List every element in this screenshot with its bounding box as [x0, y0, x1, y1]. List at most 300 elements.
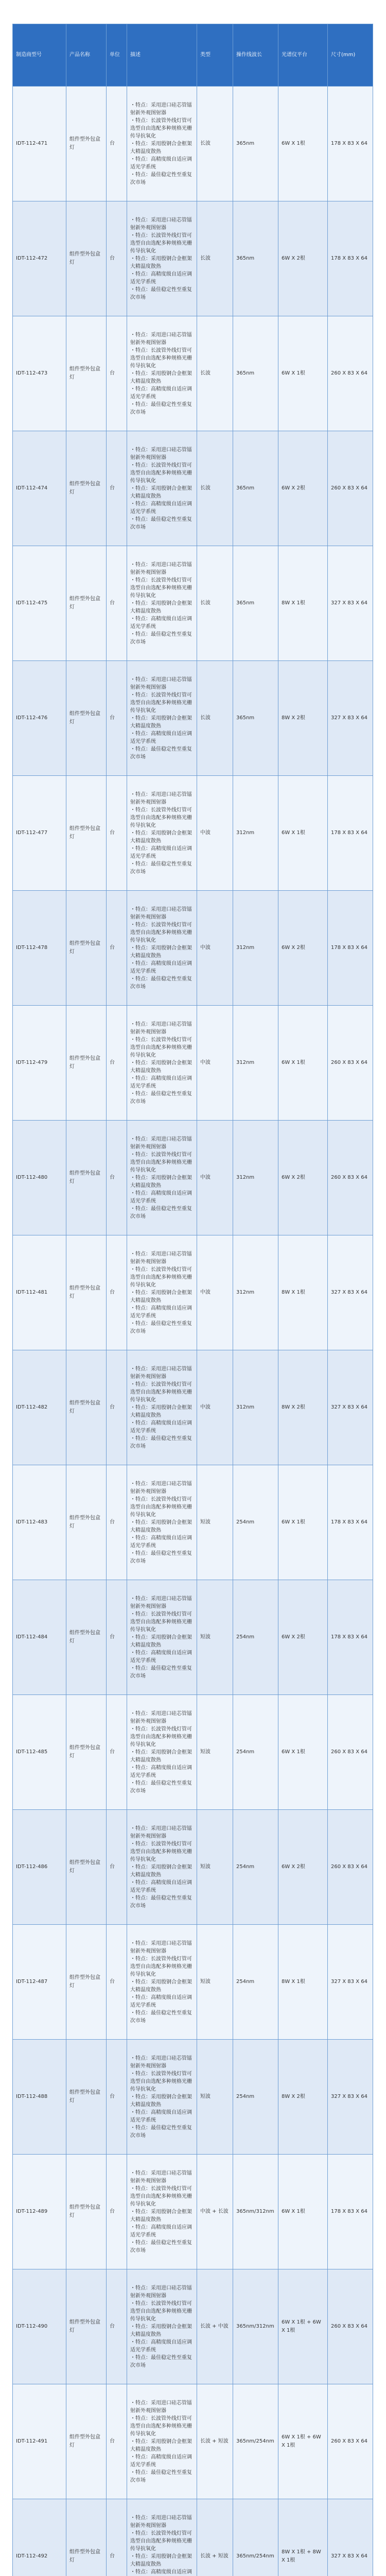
cell-type: 长波 + 短波 [197, 2384, 233, 2499]
cell-wavelength: 254nm [233, 1695, 278, 1810]
description-line: ・特点：采用进口硅芯管镭射新外观图射器 [130, 1481, 192, 1495]
description-line: ・特点：采用进口硅芯管镭射新外观图射器 [130, 2285, 192, 2299]
description-line: ・特点：采用殷钢合金框架大精温度散热 [130, 830, 192, 844]
description-line: ・特点：最佳稳定性至重复次市场 [130, 286, 192, 300]
description-line: ・特点：高精度级自适应调适光学系统 [130, 1879, 192, 1893]
cell-name: 组件型外包盒灯 [66, 1580, 107, 1695]
description-line: ・特点：采用进口硅芯管镭射新外观图射器 [130, 676, 192, 690]
cell-unit: 台 [107, 1465, 127, 1580]
description-line: ・特点：高精度级自适应调适光学系统 [130, 2109, 192, 2123]
cell-unit: 台 [107, 1121, 127, 1235]
cell-description [127, 1580, 197, 1695]
description-line: ・特点：最佳稳定性至重复次市场 [130, 2240, 192, 2253]
cell-size: 260 X 83 X 64 [328, 1695, 373, 1810]
description-line: ・特点：采用殷钢合金框架大精温度散热 [130, 1979, 192, 1993]
cell-platform: 6W X 1根 [278, 2155, 328, 2269]
cell-model: IDT-112-474 [13, 431, 66, 546]
cell-model: IDT-112-486 [13, 1810, 66, 1925]
description-line: ・特点：长波管外线灯管可选型自由选配多种规格光栅传导抗氧化 [130, 2300, 192, 2322]
cell-platform: 6W X 2根 [278, 1121, 328, 1235]
description-line: ・特点：采用进口硅芯管镭射新外观图射器 [130, 1710, 192, 1724]
description-line: ・特点：长波管外线灯管可选型自由选配多种规格光栅传导抗氧化 [130, 922, 192, 943]
description-line: ・特点：高精度级自适应调适光学系统 [130, 386, 192, 400]
description-line: ・特点：采用殷钢合金框架大精温度散热 [130, 1060, 192, 1074]
description-line: ・特点：最佳稳定性至重复次市场 [130, 172, 192, 185]
header-wavelength: 操作线波长 [233, 24, 278, 87]
description-line: ・特点：采用进口硅芯管镭射新外观图射器 [130, 2055, 192, 2069]
description-line: ・特点：采用殷钢合金框架大精温度散热 [130, 2094, 192, 2108]
description-line: ・特点：最佳稳定性至重复次市场 [130, 1320, 192, 1334]
cell-platform: 6W X 2根 [278, 201, 328, 316]
cell-type: 短波 [197, 1810, 233, 1925]
cell-unit: 台 [107, 1810, 127, 1925]
cell-description [127, 1350, 197, 1465]
description-line: ・特点：长波管外线灯管可选型自由选配多种规格光栅传导抗氧化 [130, 1726, 192, 1748]
description-line: ・特点：采用殷钢合金框架大精温度散热 [130, 945, 192, 959]
cell-size: 260 X 83 X 64 [328, 1006, 373, 1121]
cell-description [127, 1695, 197, 1810]
cell-unit: 台 [107, 2155, 127, 2269]
cell-name: 组件型外包盒灯 [66, 2155, 107, 2269]
header-product-name: 产品名称 [66, 24, 107, 87]
cell-size: 260 X 83 X 64 [328, 316, 373, 431]
cell-name: 组件型外包盒灯 [66, 1925, 107, 2040]
cell-size: 260 X 83 X 64 [328, 1810, 373, 1925]
cell-wavelength: 312nm [233, 1235, 278, 1350]
description-line: ・特点：最佳稳定性至重复次市场 [130, 2469, 192, 2483]
cell-wavelength: 254nm [233, 1925, 278, 2040]
cell-model: IDT-112-485 [13, 1695, 66, 1810]
description-line: ・特点：长波管外线灯管可选型自由选配多种规格光栅传导抗氧化 [130, 1151, 192, 1173]
table-row [13, 1350, 373, 1465]
cell-description [127, 316, 197, 431]
cell-description [127, 1810, 197, 1925]
cell-name: 组件型外包盒灯 [66, 1810, 107, 1925]
cell-model: IDT-112-478 [13, 891, 66, 1006]
cell-type: 短波 [197, 1695, 233, 1810]
cell-unit: 台 [107, 661, 127, 776]
description-line: ・特点：采用进口硅芯管镭射新外观图射器 [130, 102, 192, 116]
description-line: ・特点：最佳稳定性至重复次市场 [130, 1895, 192, 1909]
description-line: ・特点：长波管外线灯管可选型自由选配多种规格光栅传导抗氧化 [130, 117, 192, 139]
cell-unit: 台 [107, 2384, 127, 2499]
description-line: ・特点：最佳稳定性至重复次市场 [130, 401, 192, 415]
cell-wavelength: 254nm [233, 2040, 278, 2155]
cell-wavelength: 365nm [233, 546, 278, 661]
description-line: ・特点：采用殷钢合金框架大精温度散热 [130, 1634, 192, 1648]
cell-type: 长波 [197, 87, 233, 201]
description-line: ・特点：采用殷钢合金框架大精温度散热 [130, 2553, 192, 2567]
table-row [13, 1695, 373, 1810]
cell-name: 组件型外包盒灯 [66, 1006, 107, 1121]
description-line: ・特点：采用殷钢合金框架大精温度散热 [130, 485, 192, 499]
cell-name: 组件型外包盒灯 [66, 546, 107, 661]
cell-model: IDT-112-472 [13, 201, 66, 316]
table-row [13, 546, 373, 661]
product-spec-table [12, 24, 373, 2576]
description-line: ・特点：采用殷钢合金框架大精温度散热 [130, 1864, 192, 1878]
cell-description [127, 2155, 197, 2269]
description-line: ・特点：采用殷钢合金框架大精温度散热 [130, 256, 192, 269]
description-line: ・特点：采用殷钢合金框架大精温度散热 [130, 2438, 192, 2452]
table-header-row [13, 24, 373, 87]
description-line: ・特点：采用进口硅芯管镭射新外观图射器 [130, 447, 192, 461]
cell-description [127, 1235, 197, 1350]
cell-size: 327 X 83 X 64 [328, 1350, 373, 1465]
description-line: ・特点：长波管外线灯管可选型自由选配多种规格光栅传导抗氧化 [130, 1496, 192, 1518]
cell-model: IDT-112-479 [13, 1006, 66, 1121]
cell-unit: 台 [107, 776, 127, 891]
description-line: ・特点：高精度级自适应调适光学系统 [130, 1305, 192, 1319]
table-row [13, 1580, 373, 1695]
cell-platform: 6W X 1根 + 6W X 1根 [278, 2384, 328, 2499]
table-row [13, 2269, 373, 2384]
description-line: ・特点：采用进口硅芯管镭射新外观图射器 [130, 217, 192, 231]
cell-wavelength: 365nm/312nm [233, 2155, 278, 2269]
cell-wavelength: 365nm [233, 201, 278, 316]
description-line: ・特点：长波管外线灯管可选型自由选配多种规格光栅传导抗氧化 [130, 2185, 192, 2207]
cell-model: IDT-112-481 [13, 1235, 66, 1350]
cell-name: 组件型外包盒灯 [66, 87, 107, 201]
description-line: ・特点：高精度级自适应调适光学系统 [130, 2224, 192, 2238]
table-row [13, 316, 373, 431]
description-line: ・特点：最佳稳定性至重复次市场 [130, 1550, 192, 1564]
cell-name: 组件型外包盒灯 [66, 1235, 107, 1350]
cell-name: 组件型外包盒灯 [66, 1695, 107, 1810]
description-line: ・特点：采用殷钢合金框架大精温度散热 [130, 2209, 192, 2223]
cell-description [127, 2040, 197, 2155]
description-line: ・特点：采用殷钢合金框架大精温度散热 [130, 600, 192, 614]
cell-description [127, 2499, 197, 2576]
description-line: ・特点：长波管外线灯管可选型自由选配多种规格光栅传导抗氧化 [130, 347, 192, 369]
cell-platform: 6W X 1根 + 6W X 1根 [278, 2269, 328, 2384]
cell-description [127, 546, 197, 661]
description-line: ・特点：最佳稳定性至重复次市场 [130, 1435, 192, 1449]
cell-model: IDT-112-477 [13, 776, 66, 891]
table-row [13, 1121, 373, 1235]
description-line: ・特点：最佳稳定性至重复次市场 [130, 1206, 192, 1219]
header-platform: 光谱仪平台 [278, 24, 328, 87]
cell-name: 组件型外包盒灯 [66, 2269, 107, 2384]
description-line: ・特点：高精度级自适应调适光学系统 [130, 960, 192, 974]
description-line: ・特点：长波管外线灯管可选型自由选配多种规格光栅传导抗氧化 [130, 1956, 192, 1977]
cell-platform: 8W X 1根 [278, 1925, 328, 2040]
description-line: ・特点：采用进口硅芯管镭射新外观图射器 [130, 1940, 192, 1954]
cell-model: IDT-112-491 [13, 2384, 66, 2499]
cell-model: IDT-112-482 [13, 1350, 66, 1465]
description-line: ・特点：采用进口硅芯管镭射新外观图射器 [130, 1136, 192, 1150]
description-line: ・特点：高精度级自适应调 [130, 2569, 192, 2575]
cell-size: 327 X 83 X 64 [328, 661, 373, 776]
cell-unit: 台 [107, 1695, 127, 1810]
cell-unit: 台 [107, 431, 127, 546]
description-line: ・特点：高精度级自适应调适光学系统 [130, 1075, 192, 1089]
cell-model: IDT-112-490 [13, 2269, 66, 2384]
cell-wavelength: 312nm [233, 776, 278, 891]
cell-size: 178 X 83 X 64 [328, 1465, 373, 1580]
cell-model: IDT-112-483 [13, 1465, 66, 1580]
description-line: ・特点：采用进口硅芯管镭射新外观图射器 [130, 2170, 192, 2184]
cell-wavelength: 254nm [233, 1810, 278, 1925]
cell-platform: 8W X 2根 [278, 661, 328, 776]
description-line: ・特点：高精度级自适应调适光学系统 [130, 1650, 192, 1664]
description-line: ・特点：高精度级自适应调适光学系统 [130, 1535, 192, 1549]
table-row [13, 1465, 373, 1580]
cell-name: 组件型外包盒灯 [66, 1465, 107, 1580]
header-description: 描述 [127, 24, 197, 87]
cell-type: 长波 [197, 546, 233, 661]
cell-model: IDT-112-471 [13, 87, 66, 201]
cell-description [127, 1121, 197, 1235]
header-model: 制造商型号 [13, 24, 66, 87]
description-line: ・特点：长波管外线灯管可选型自由选配多种规格光栅传导抗氧化 [130, 1266, 192, 1288]
cell-platform: 8W X 1根 [278, 546, 328, 661]
cell-wavelength: 365nm/254nm [233, 2384, 278, 2499]
cell-description [127, 2384, 197, 2499]
cell-name: 组件型外包盒灯 [66, 431, 107, 546]
cell-wavelength: 254nm [233, 1465, 278, 1580]
cell-platform: 8W X 1根 + 8W X 1根 [278, 2499, 328, 2576]
cell-wavelength: 312nm [233, 1121, 278, 1235]
description-line: ・特点：高精度级自适应调适光学系统 [130, 845, 192, 859]
cell-name: 组件型外包盒灯 [66, 2499, 107, 2576]
cell-platform: 6W X 1根 [278, 1695, 328, 1810]
cell-type: 中波 [197, 1121, 233, 1235]
cell-description [127, 87, 197, 201]
header-type: 类型 [197, 24, 233, 87]
table-row [13, 891, 373, 1006]
description-line: ・特点：最佳稳定性至重复次市场 [130, 976, 192, 990]
cell-unit: 台 [107, 201, 127, 316]
cell-name: 组件型外包盒灯 [66, 1350, 107, 1465]
cell-name: 组件型外包盒灯 [66, 201, 107, 316]
description-line: ・特点：最佳稳定性至重复次市场 [130, 1780, 192, 1794]
table-row [13, 431, 373, 546]
description-line: ・特点：采用殷钢合金框架大精温度散热 [130, 1175, 192, 1189]
cell-unit: 台 [107, 891, 127, 1006]
cell-model: IDT-112-488 [13, 2040, 66, 2155]
cell-type: 短波 [197, 1925, 233, 2040]
table-row [13, 87, 373, 201]
cell-unit: 台 [107, 546, 127, 661]
cell-size: 327 X 83 X 64 [328, 2499, 373, 2576]
header-unit: 单位 [107, 24, 127, 87]
description-line: ・特点：长波管外线灯管可选型自由选配多种规格光栅传导抗氧化 [130, 1611, 192, 1633]
cell-model: IDT-112-476 [13, 661, 66, 776]
description-line: ・特点：采用殷钢合金框架大精温度散热 [130, 1749, 192, 1763]
description-line: ・特点：采用殷钢合金框架大精温度散热 [130, 141, 192, 155]
description-line: ・特点：采用殷钢合金框架大精温度散热 [130, 2324, 192, 2337]
cell-name: 组件型外包盒灯 [66, 891, 107, 1006]
cell-unit: 台 [107, 2269, 127, 2384]
cell-model: IDT-112-487 [13, 1925, 66, 2040]
description-line: ・特点：高精度级自适应调适光学系统 [130, 1994, 192, 2008]
cell-unit: 台 [107, 1235, 127, 1350]
cell-type: 短波 [197, 1465, 233, 1580]
description-line: ・特点：最佳稳定性至重复次市场 [130, 1091, 192, 1105]
cell-unit: 台 [107, 2499, 127, 2576]
cell-description [127, 2269, 197, 2384]
cell-type: 中波 [197, 1350, 233, 1465]
description-line: ・特点：采用殷钢合金框架大精温度散热 [130, 370, 192, 384]
cell-model: IDT-112-480 [13, 1121, 66, 1235]
cell-unit: 台 [107, 1350, 127, 1465]
header-size: 尺寸(mm) [328, 24, 373, 87]
cell-size: 327 X 83 X 64 [328, 1235, 373, 1350]
table-row [13, 2155, 373, 2269]
table-row [13, 776, 373, 891]
description-line: ・特点：采用进口硅芯管镭射新外观图射器 [130, 906, 192, 920]
description-line: ・特点：采用殷钢合金框架大精温度散热 [130, 1404, 192, 1418]
description-line: ・特点：高精度级自适应调适光学系统 [130, 616, 192, 630]
cell-unit: 台 [107, 1925, 127, 2040]
description-line: ・特点：最佳稳定性至重复次市场 [130, 2010, 192, 2024]
cell-name: 组件型外包盒灯 [66, 776, 107, 891]
cell-platform: 6W X 2根 [278, 431, 328, 546]
cell-unit: 台 [107, 1580, 127, 1695]
cell-type: 长波 [197, 661, 233, 776]
cell-name: 组件型外包盒灯 [66, 2384, 107, 2499]
cell-wavelength: 365nm [233, 87, 278, 201]
cell-unit: 台 [107, 1006, 127, 1121]
description-line: ・特点：采用进口硅芯管镭射新外观图射器 [130, 1596, 192, 1609]
description-line: ・特点：最佳稳定性至重复次市场 [130, 2354, 192, 2368]
description-line: ・特点：采用进口硅芯管镭射新外观图射器 [130, 332, 192, 346]
description-line: ・特点：长波管外线灯管可选型自由选配多种规格光栅传导抗氧化 [130, 2071, 192, 2092]
cell-model: IDT-112-475 [13, 546, 66, 661]
description-line: ・特点：采用殷钢合金框架大精温度散热 [130, 1519, 192, 1533]
cell-description [127, 201, 197, 316]
description-line: ・特点：长波管外线灯管可选型自由选配多种规格光栅传导抗氧化 [130, 1841, 192, 1862]
cell-description [127, 776, 197, 891]
cell-wavelength: 365nm [233, 661, 278, 776]
cell-platform: 8W X 1根 [278, 1235, 328, 1350]
cell-type: 长波 + 短波 [197, 2499, 233, 2576]
cell-size: 260 X 83 X 64 [328, 1121, 373, 1235]
description-line: ・特点：采用进口硅芯管镭射新外观图射器 [130, 562, 192, 575]
description-line: ・特点：采用进口硅芯管镭射新外观图射器 [130, 1366, 192, 1380]
description-line: ・特点：高精度级自适应调适光学系统 [130, 271, 192, 285]
cell-type: 中波 [197, 1235, 233, 1350]
cell-model: IDT-112-473 [13, 316, 66, 431]
cell-platform: 6W X 1根 [278, 87, 328, 201]
cell-description [127, 1465, 197, 1580]
cell-name: 组件型外包盒灯 [66, 661, 107, 776]
description-line: ・特点：最佳稳定性至重复次市场 [130, 746, 192, 760]
description-line: ・特点：长波管外线灯管可选型自由选配多种规格光栅传导抗氧化 [130, 1037, 192, 1058]
description-line: ・特点：采用进口硅芯管镭射新外观图射器 [130, 1825, 192, 1839]
cell-type: 长波 [197, 431, 233, 546]
description-line: ・特点：高精度级自适应调适光学系统 [130, 501, 192, 515]
cell-size: 178 X 83 X 64 [328, 201, 373, 316]
cell-platform: 6W X 1根 [278, 1465, 328, 1580]
cell-size: 178 X 83 X 64 [328, 87, 373, 201]
description-line: ・特点：采用进口硅芯管镭射新外观图射器 [130, 2515, 192, 2529]
cell-platform: 6W X 1根 [278, 1006, 328, 1121]
description-line: ・特点：采用殷钢合金框架大精温度散热 [130, 715, 192, 729]
cell-type: 长波 + 中波 [197, 2269, 233, 2384]
cell-name: 组件型外包盒灯 [66, 316, 107, 431]
cell-type: 长波 [197, 201, 233, 316]
description-line: ・特点：最佳稳定性至重复次市场 [130, 631, 192, 645]
table-row [13, 661, 373, 776]
description-line: ・特点：采用殷钢合金框架大精温度散热 [130, 1290, 192, 1303]
cell-platform: 6W X 1根 [278, 776, 328, 891]
description-line: ・特点：长波管外线灯管可选型自由选配多种规格光栅传导抗氧化 [130, 462, 192, 484]
description-line: ・特点：长波管外线灯管可选型自由选配多种规格光栅传导抗氧化 [130, 232, 192, 254]
cell-platform: 6W X 2根 [278, 1580, 328, 1695]
description-line: ・特点：长波管外线灯管可选型自由选配多种规格光栅传导抗氧化 [130, 2530, 192, 2552]
cell-wavelength: 312nm [233, 891, 278, 1006]
cell-wavelength: 312nm [233, 1006, 278, 1121]
cell-description [127, 891, 197, 1006]
description-line: ・特点：高精度级自适应调适光学系统 [130, 2454, 192, 2468]
table-row [13, 1235, 373, 1350]
cell-name: 组件型外包盒灯 [66, 1121, 107, 1235]
cell-size: 327 X 83 X 64 [328, 2040, 373, 2155]
table-row [13, 201, 373, 316]
cell-size: 178 X 83 X 64 [328, 1580, 373, 1695]
cell-platform: 6W X 2根 [278, 891, 328, 1006]
cell-model: IDT-112-492 [13, 2499, 66, 2576]
cell-type: 中波 [197, 776, 233, 891]
cell-model: IDT-112-489 [13, 2155, 66, 2269]
description-line: ・特点：最佳稳定性至重复次市场 [130, 861, 192, 875]
cell-type: 短波 [197, 1580, 233, 1695]
cell-platform: 8W X 2根 [278, 2040, 328, 2155]
description-line: ・特点：最佳稳定性至重复次市场 [130, 1665, 192, 1679]
cell-size: 178 X 83 X 64 [328, 776, 373, 891]
cell-platform: 6W X 2根 [278, 1810, 328, 1925]
cell-platform: 8W X 2根 [278, 1350, 328, 1465]
table-row [13, 1006, 373, 1121]
cell-description [127, 1925, 197, 2040]
description-line: ・特点：高精度级自适应调适光学系统 [130, 1420, 192, 1434]
cell-unit: 台 [107, 2040, 127, 2155]
table-row [13, 1925, 373, 2040]
table-row [13, 2040, 373, 2155]
description-line: ・特点：最佳稳定性至重复次市场 [130, 516, 192, 530]
description-line: ・特点：长波管外线灯管可选型自由选配多种规格光栅传导抗氧化 [130, 692, 192, 714]
table-row [13, 1810, 373, 1925]
cell-description [127, 661, 197, 776]
cell-wavelength: 365nm/254nm [233, 2499, 278, 2576]
description-line: ・特点：长波管外线灯管可选型自由选配多种规格光栅传导抗氧化 [130, 1381, 192, 1403]
description-line: ・特点：最佳稳定性至重复次市场 [130, 2125, 192, 2139]
cell-platform: 6W X 1根 [278, 316, 328, 431]
description-line: ・特点：长波管外线灯管可选型自由选配多种规格光栅传导抗氧化 [130, 577, 192, 599]
cell-size: 178 X 83 X 64 [328, 2155, 373, 2269]
cell-type: 短波 [197, 2040, 233, 2155]
description-line: ・特点：采用进口硅芯管镭射新外观图射器 [130, 791, 192, 805]
cell-size: 260 X 83 X 64 [328, 2269, 373, 2384]
cell-size: 327 X 83 X 64 [328, 1925, 373, 2040]
cell-unit: 台 [107, 316, 127, 431]
cell-description [127, 1006, 197, 1121]
cell-size: 260 X 83 X 64 [328, 2384, 373, 2499]
cell-model: IDT-112-484 [13, 1580, 66, 1695]
description-line: ・特点：高精度级自适应调适光学系统 [130, 1765, 192, 1778]
cell-type: 长波 [197, 316, 233, 431]
cell-size: 260 X 83 X 64 [328, 431, 373, 546]
description-line: ・特点：长波管外线灯管可选型自由选配多种规格光栅传导抗氧化 [130, 807, 192, 828]
table-row [13, 2384, 373, 2499]
cell-type: 中波 [197, 1006, 233, 1121]
cell-wavelength: 254nm [233, 1580, 278, 1695]
description-line: ・特点：采用进口硅芯管镭射新外观图射器 [130, 1251, 192, 1265]
description-line: ・特点：采用进口硅芯管镭射新外观图射器 [130, 2400, 192, 2414]
description-line: ・特点：采用进口硅芯管镭射新外观图射器 [130, 1021, 192, 1035]
